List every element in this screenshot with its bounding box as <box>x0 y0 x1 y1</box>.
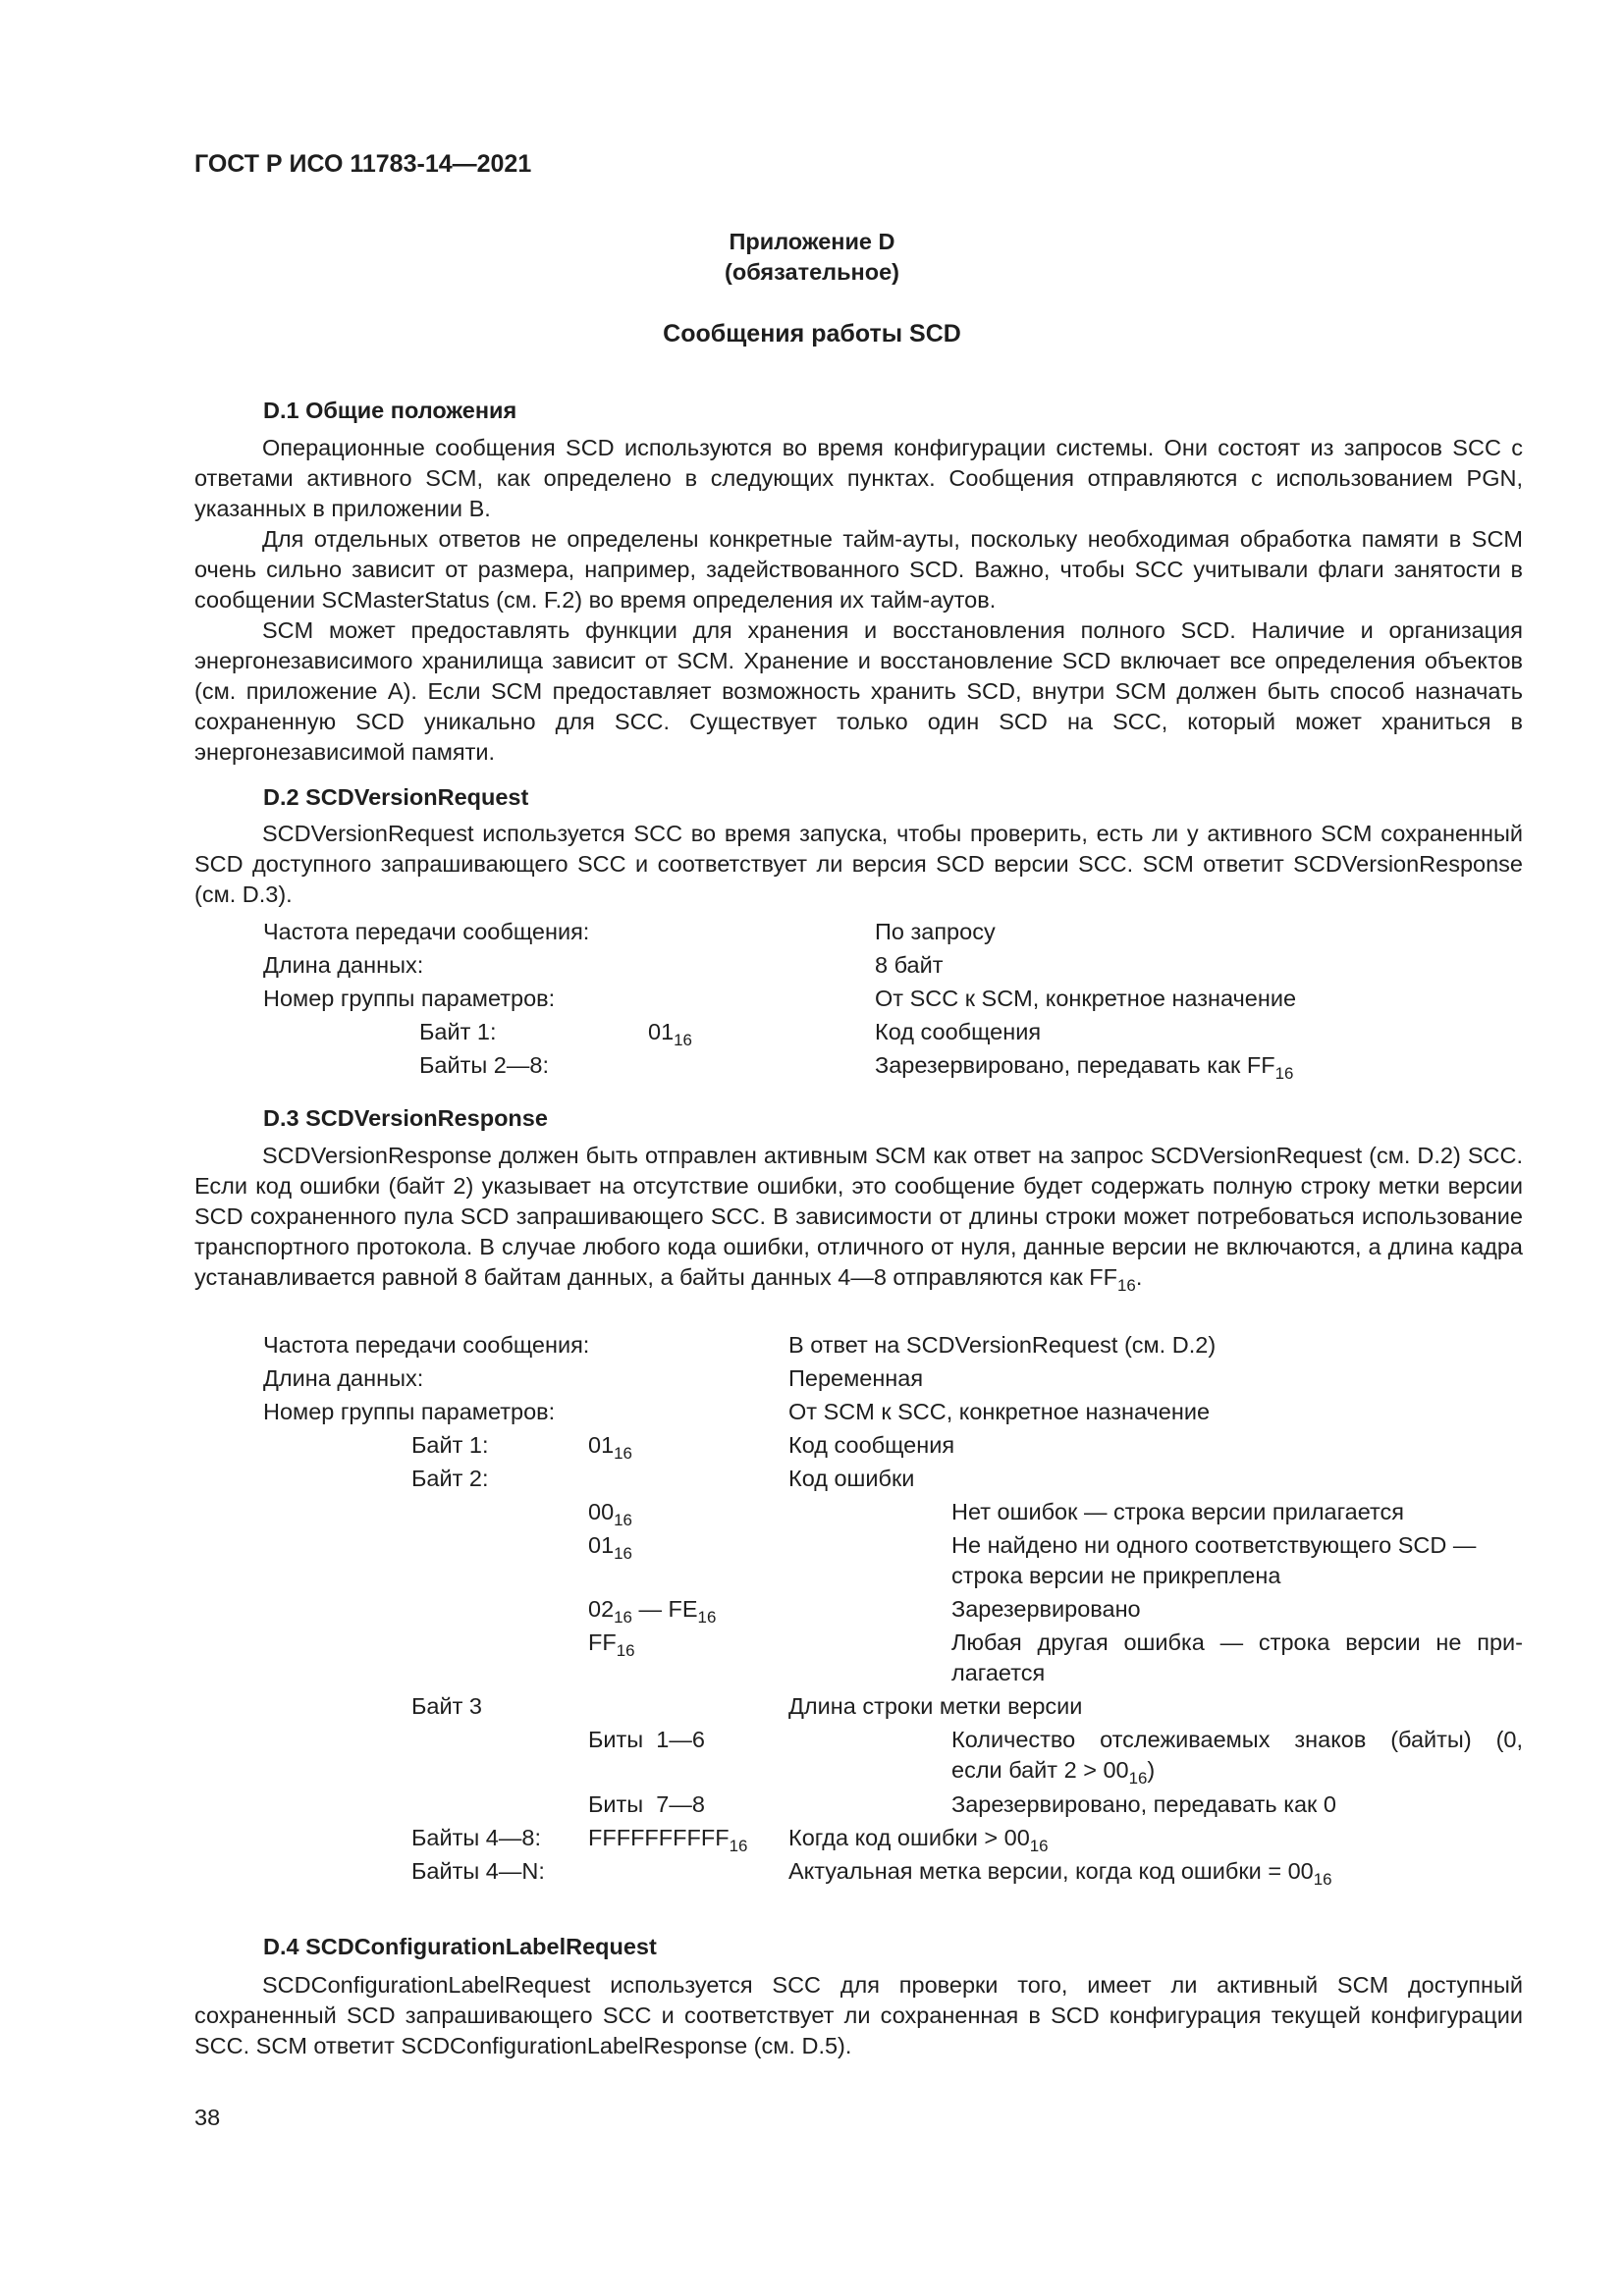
d3-byte2-desc: Код ошибки <box>788 1466 915 1491</box>
d2-pgn-value: От SCC к SCM, конкретное назначение <box>875 986 1297 1011</box>
d3-byte3-label: Байт 3 <box>411 1693 482 1719</box>
section-heading-d3: D.3 SCDVersionResponse <box>263 1105 548 1131</box>
d3-bytes4-n-label: Байты 4—N: <box>411 1858 545 1884</box>
d2-bytes2-8-label: Байты 2—8: <box>419 1052 549 1078</box>
annex-status: (обязательное) <box>725 259 899 285</box>
page-number: 38 <box>194 2105 221 2130</box>
d2-length-value: 8 байт <box>875 952 944 978</box>
d3-error-02-fe-desc: Зарезервировано <box>951 1596 1141 1622</box>
d1-paragraph-2: Для отдельных ответов не определены конкретные тайм-ауты, поскольку необходимая обработка памяти в SCM очень сильно зависит от размера, например, задействованного SCD. Важно, чтобы SCC учитывали флаги занятости в сообщении SCMasterStatus (см. F.2) во время определения их тайм-аутов. <box>194 526 1523 613</box>
d3-byte2-label: Байт 2: <box>411 1466 489 1491</box>
d3-error-01-desc-line2: строка версии не прикреплена <box>951 1563 1281 1588</box>
d1-paragraph-3: SCM может предоставлять функции для хранения и восстановления полного SCD. Наличие и организация энергонезависимого хранилища зависит от SCM. Хранение и восстановление SCD включает все определения объектов (см. приложение А). Если SCM предоставляет возможность хранить SCD, внутри SCM должен быть способ назначать сохраненную SCD уникально для SCC. Существует только один SCD на SCC, который может храниться в энергонезависимой памяти. <box>194 617 1523 765</box>
d3-byte1-code: $01_{16}$ <box>588 1432 632 1463</box>
annex-heading: Сообщения работы SCD <box>663 320 961 347</box>
d3-error-00-code: $00_{16}$ <box>588 1499 632 1529</box>
d3-bits7-8-desc: Зарезервировано, передавать как 0 <box>951 1791 1336 1817</box>
d2-byte1-desc: Код сообщения <box>875 1019 1042 1044</box>
d3-bytes4-n-desc: Актуальная метка версии, когда код ошибки = $00_{16}$ <box>788 1858 1332 1889</box>
d2-byte1-label: Байт 1: <box>419 1019 497 1044</box>
d3-freq-label: Частота передачи сообщения: <box>263 1332 590 1358</box>
d3-error-ff-desc-line2: лагается <box>951 1660 1046 1685</box>
section-heading-d1: D.1 Общие положения <box>263 398 517 423</box>
d3-bits7-8-label: Биты 7—8 <box>588 1791 705 1817</box>
d2-freq-label: Частота передачи сообщения: <box>263 919 590 944</box>
d3-error-01-code: $01_{16}$ <box>588 1532 632 1563</box>
d3-paragraph-1: SCDVersionResponse должен быть отправлен активным SCM как ответ на запрос SCDVersionRequest (см. D.2) SCC. Если код ошибки (байт 2) указывает на отсутствие ошибки, это сообщение будет содержать полную строку метки версии SCD сохраненного пула SCD запрашивающего SCC. В зависимости от длины строки может потребоваться использование транспортного протокола. В случае любого кода ошибки, отличного от нуля, данные версии не включаются, а длина кадра устанавливается равной 8 байтам данных, а байты данных 4—8 отправляются как $FF_{16}$. <box>194 1143 1523 1295</box>
d3-bytes4-8-label: Байты 4—8: <box>411 1825 541 1850</box>
d3-bits1-6-desc-line1: Количество отслеживаемых знаков (байты) (0, <box>951 1727 1523 1752</box>
section-heading-d2: D.2 SCDVersionRequest <box>263 784 529 810</box>
d2-length-label: Длина данных: <box>263 952 424 978</box>
d2-pgn-label: Номер группы параметров: <box>263 986 556 1011</box>
d3-error-02-fe-code: $02_{16}$ — $FE_{16}$ <box>588 1596 717 1627</box>
d2-byte1-code: $01_{16}$ <box>648 1019 692 1049</box>
d3-byte1-desc: Код сообщения <box>788 1432 955 1458</box>
d3-error-01-desc-line1: Не найдено ни одного соответствующего SCD — <box>951 1532 1477 1558</box>
d2-paragraph-1: SCDVersionRequest используется SCC во время запуска, чтобы проверить, есть ли у активного SCM сохраненный SCD доступного запрашивающего SCC и соответствует ли версия SCD версии SCC. SCM ответит SCDVersionResponse (см. D.3). <box>194 821 1523 907</box>
annex-title: Приложение D <box>729 229 895 254</box>
section-heading-d4: D.4 SCDConfigurationLabelRequest <box>263 1934 657 1959</box>
d4-paragraph-1: SCDConfigurationLabelRequest используется SCC для проверки того, имеет ли активный SCM доступный сохраненный SCD запрашивающего SCC и соответствует ли сохраненная в SCD конфигурация текущей конфигурации SCC. SCM ответит SCDConfigurationLabelResponse (см. D.5). <box>194 1972 1523 2058</box>
d3-length-value: Переменная <box>788 1365 924 1391</box>
d3-error-ff-desc-line1: Любая другая ошибка — строка версии не при- <box>951 1629 1523 1655</box>
d3-byte3-desc: Длина строки метки версии <box>788 1693 1083 1719</box>
d1-paragraph-1: Операционные сообщения SCD используются во время конфигурации системы. Они состоят из запросов SCC с ответами активного SCM, как определено в следующих пунктах. Сообщения отправляются с использованием PGN, указанных в приложении B. <box>194 435 1523 521</box>
d3-length-label: Длина данных: <box>263 1365 424 1391</box>
d2-freq-value: По запросу <box>875 919 996 944</box>
d3-byte1-label: Байт 1: <box>411 1432 489 1458</box>
d3-freq-value: В ответ на SCDVersionRequest (см. D.2) <box>788 1332 1217 1358</box>
d3-bits1-6-desc-line2: если байт $2 > 00_{16}$) <box>951 1757 1156 1788</box>
d3-error-00-desc: Нет ошибок — строка версии прилагается <box>951 1499 1405 1524</box>
d2-bytes2-8-desc: Зарезервировано, передавать как $FF_{16}$ <box>875 1052 1294 1083</box>
d3-bytes4-8-code: $FFFFFFFFFF_{16}$ <box>588 1825 748 1855</box>
d3-pgn-value: От SCM к SCC, конкретное назначение <box>788 1399 1211 1424</box>
d3-error-ff-code: $FF_{16}$ <box>588 1629 635 1660</box>
d3-pgn-label: Номер группы параметров: <box>263 1399 556 1424</box>
document-id: ГОСТ Р ИСО 11783-14—2021 <box>194 150 532 178</box>
d3-bytes4-8-desc: Когда код ошибки > $00_{16}$ <box>788 1825 1049 1855</box>
d3-bits1-6-label: Биты 1—6 <box>588 1727 705 1752</box>
